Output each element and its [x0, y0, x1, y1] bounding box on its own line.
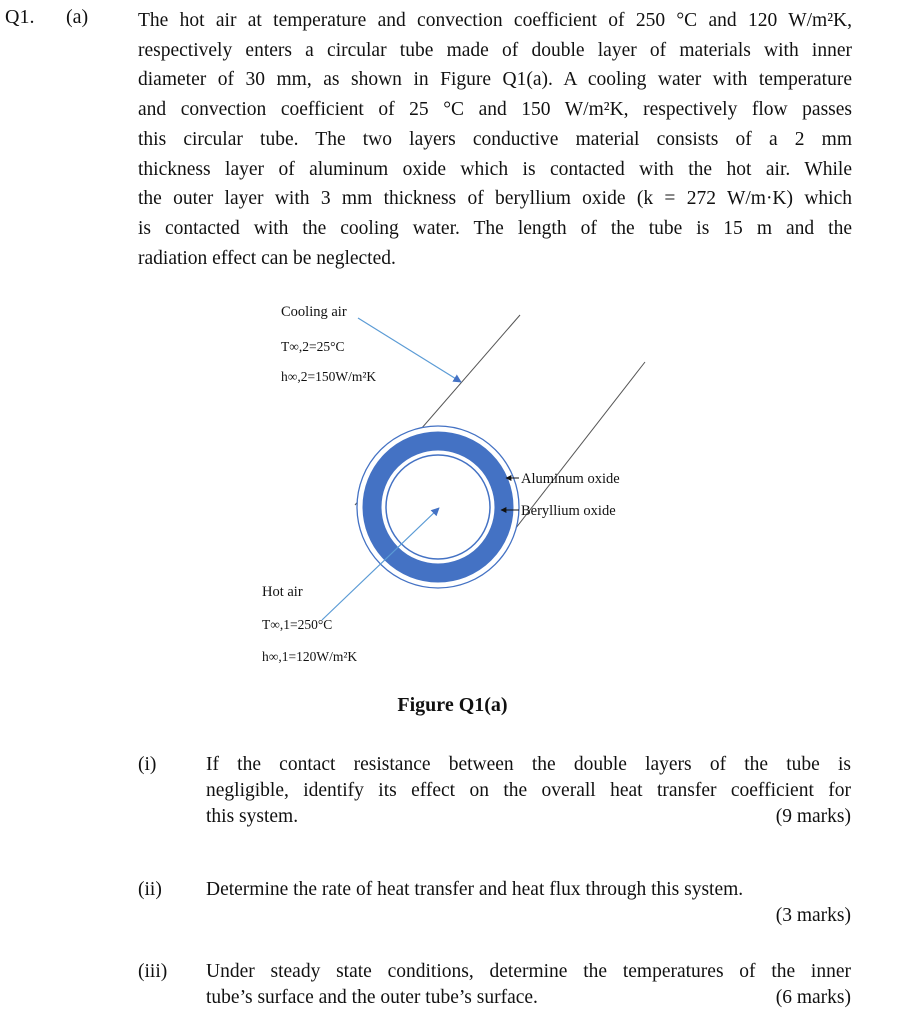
aluminum-oxide-label: Aluminum oxide [521, 471, 620, 487]
marks-label: (6 marks) [775, 987, 851, 1008]
part-label: (a) [66, 6, 89, 28]
statement-line: The hot air at temperature and convection coefficient of 250 °C and 120 W/m²K, [138, 10, 852, 31]
hot-coefficient-label: h∞,1=120W/m²K [262, 649, 358, 664]
statement-line: diameter of 30 mm, as shown in Figure Q1(a). A cooling water with temperature [138, 69, 852, 91]
subquestion-ii [0, 877, 905, 933]
subquestion-number: (iii) [138, 961, 168, 982]
statement-line: respectively enters a circular tube made of double layer of materials with inner [138, 39, 852, 61]
marks-label: (9 marks) [775, 806, 851, 827]
figure-caption: Figure Q1(a) [397, 694, 508, 716]
cooling-air-label: Cooling air [281, 304, 347, 320]
cooling-temperature-label: T∞,2=25°C [281, 339, 345, 354]
cooling-coefficient-label: h∞,2=150W/m²K [281, 369, 377, 384]
statement-line: the outer layer with 3 mm thickness of beryllium oxide (k = 272 W/m·K) which [138, 188, 852, 210]
statement-line: and convection coefficient of 25 °C and 150 W/m²K, respectively flow passes [138, 99, 852, 121]
question-number: Q1. [5, 6, 35, 28]
marks-label: (3 marks) [775, 905, 851, 926]
statement-line: is contacted with the cooling water. The length of the tube is 15 m and the [138, 217, 852, 239]
subquestion-number: (i) [138, 754, 157, 775]
statement-line: thickness layer of aluminum oxide which is contacted with the hot air. While [138, 158, 852, 180]
hot-temperature-label: T∞,1=250°C [262, 617, 333, 632]
subquestion-line: tube’s surface and the outer tube’s surface. [206, 987, 538, 1008]
subquestion-line: Determine the rate of heat transfer and heat flux through this system. [206, 879, 744, 900]
tube-cross-section-figure [0, 280, 905, 690]
subquestion-line: this system. [206, 806, 299, 827]
problem-statement [138, 6, 852, 273]
statement-line: radiation effect can be neglected. [138, 247, 396, 269]
statement-line: this circular tube. The two layers conductive material consists of a 2 mm [138, 128, 852, 150]
subquestion-iii [0, 959, 905, 1015]
subquestion-line: negligible, identify its effect on the overall heat transfer coefficient for [206, 780, 851, 801]
hot-air-label: Hot air [262, 584, 303, 600]
beryllium-oxide-label: Beryllium oxide [521, 503, 616, 519]
subquestion-i [0, 752, 905, 832]
subquestion-line: If the contact resistance between the double layers of the tube is [206, 754, 851, 775]
subquestion-number: (ii) [138, 879, 162, 900]
subquestion-line: Under steady state conditions, determine the temperatures of the inner [206, 961, 851, 982]
